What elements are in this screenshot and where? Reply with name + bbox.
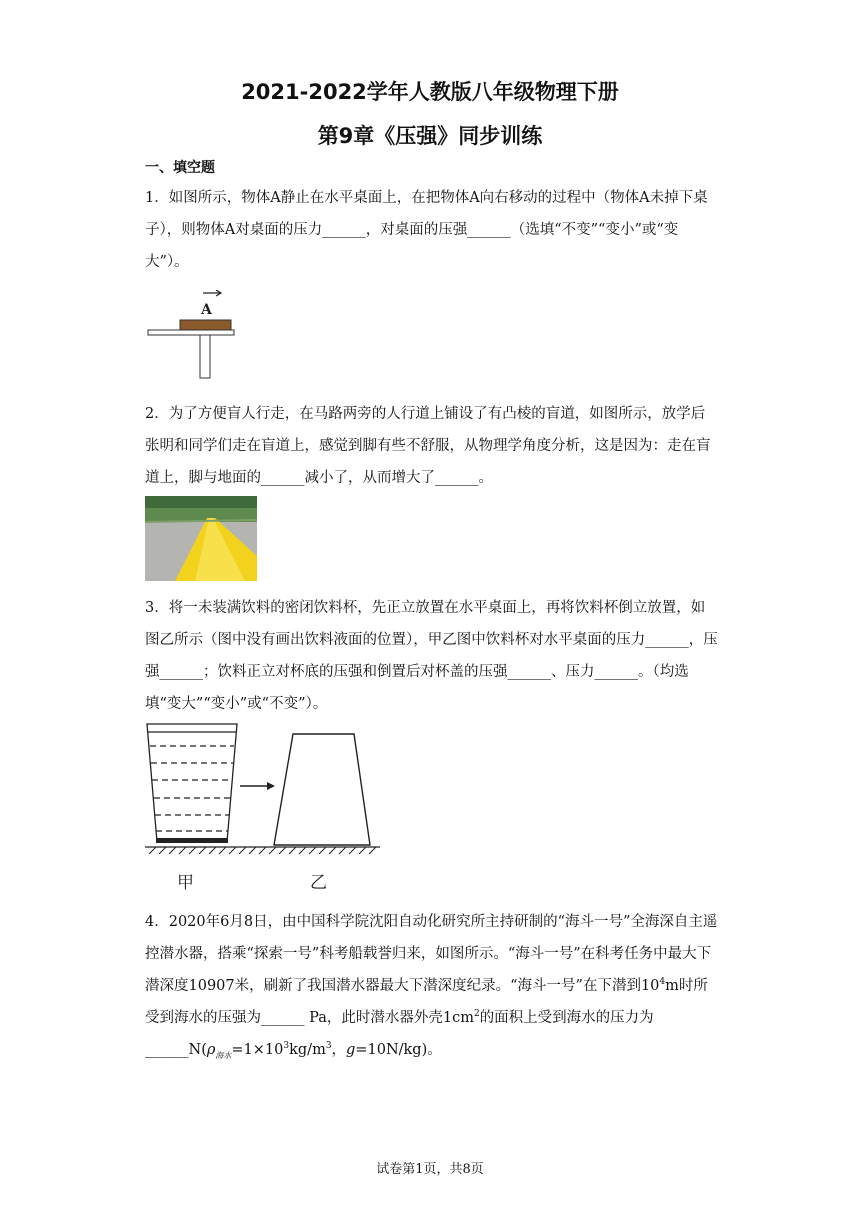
document-title: 2021-2022学年人教版八年级物理下册 xyxy=(241,80,619,104)
question-2-text: 2．为了方便盲人行走，在马路两旁的人行道上铺设了有凸棱的盲道，如图所示，放学后张明和同学们走在盲道上，感觉到脚有些不舒服，从物理学角度分析，这是因为：走在盲道上，脚与地面的______减小了，从而增大了______。 xyxy=(145,406,711,486)
question-2-photo-tactile-paving xyxy=(145,496,257,581)
upright-cup xyxy=(147,724,237,842)
section-heading: 一、填空题 xyxy=(145,160,215,176)
table-top xyxy=(148,330,234,335)
label-jia: 甲 xyxy=(177,873,194,893)
object-a-block xyxy=(180,320,231,330)
page-footer: 试卷第1页，共8页 xyxy=(376,1162,484,1177)
inverted-cup xyxy=(274,734,370,845)
question-3-figure-cups xyxy=(145,720,385,895)
question-3-text: 3．将一未装满饮料的密闭饮料杯，先正立放置在水平桌面上，再将饮料杯倒立放置，如图乙所示（图中没有画出饮料液面的位置），甲乙图中饮料杯对水平桌面的压力______，压强______；饮料正立对杯底的压强和倒置后对杯盖的压强______、压力______。（均选填“变大”“变小”或“不变”）。 xyxy=(145,600,718,712)
question-1-figure-table xyxy=(145,290,240,382)
document-subtitle: 第9章《压强》同步训练 xyxy=(317,124,543,148)
table-leg xyxy=(200,335,210,378)
object-a-label: A xyxy=(201,302,212,318)
label-yi: 乙 xyxy=(310,873,327,893)
question-1-text: 1．如图所示，物体A静止在水平桌面上，在把物体A向右移动的过程中（物体A未掉下桌子），则物体A对桌面的压力______，对桌面的压强______（选填“不变”“变小”或“变大”）。 xyxy=(145,190,708,270)
question-4-text: 4．2020年6月8日，由中国科学院沈阳自动化研究所主持研制的“海斗一号”全海深自主遥控潜水器，搭乘“探索一号”科考船载誉归来，如图所示。“海斗一号”在科考任务中最大下潜深度10907米，刷新了我国潜水器最大下潜深度纪录。“海斗一号”在下潜到$10^4m$时所受到海水的压强为______ Pa，此时潜水器外壳$1cm^2$的面积上受到海水的压力为$\_\_\_\_\_\_N(\rho_{海水}=1\times 10^3kg/m^3$，g=10N/kg)。 xyxy=(145,914,718,1060)
ground-hatching xyxy=(149,847,376,854)
